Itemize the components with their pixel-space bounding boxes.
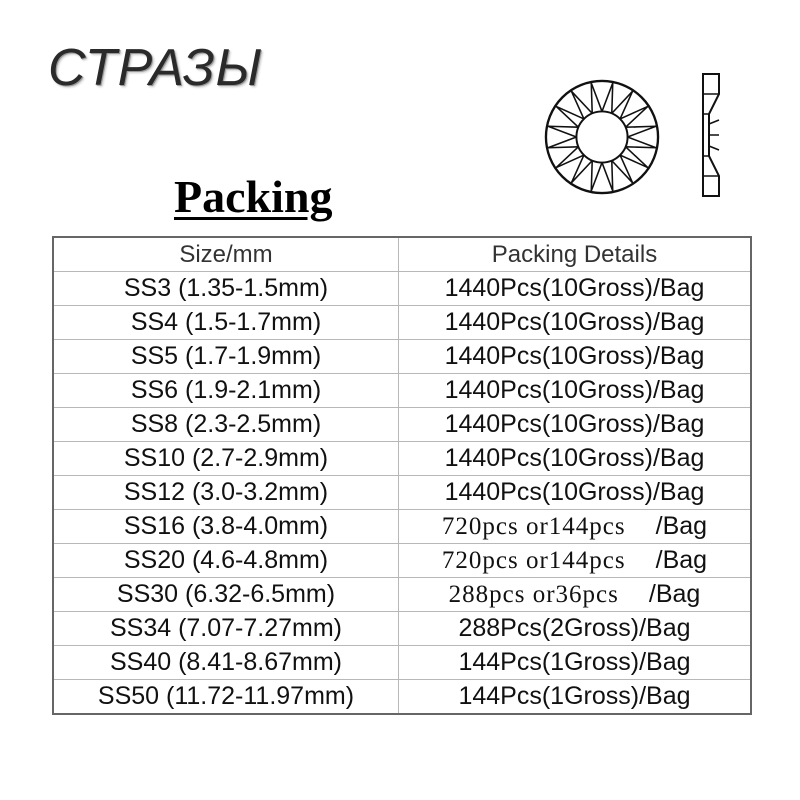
table-row	[53, 306, 751, 340]
table-row	[53, 340, 751, 374]
table-row	[53, 272, 751, 306]
packing-details-cell: 288Pcs(2Gross)/Bag	[399, 612, 752, 646]
size-cell: SS40 (8.41-8.67mm)	[53, 646, 399, 680]
packing-details-cell	[399, 510, 752, 544]
table-row	[53, 680, 751, 715]
packing-table	[52, 236, 752, 715]
packing-quantity: 720pcs or144pcs	[441, 547, 626, 574]
packing-unit: /Bag	[655, 546, 708, 574]
size-cell: SS34 (7.07-7.27mm)	[53, 612, 399, 646]
packing-details-cell: 1440Pcs(10Gross)/Bag	[399, 306, 752, 340]
packing-details-cell: 1440Pcs(10Gross)/Bag	[399, 272, 752, 306]
page-title: Packing	[174, 171, 333, 222]
packing-details-cell: 1440Pcs(10Gross)/Bag	[399, 374, 752, 408]
column-header-size: Size/mm	[53, 237, 399, 272]
size-cell: SS5 (1.7-1.9mm)	[53, 340, 399, 374]
size-cell: SS6 (1.9-2.1mm)	[53, 374, 399, 408]
size-cell: SS30 (6.32-6.5mm)	[53, 578, 399, 612]
packing-details-cell: 1440Pcs(10Gross)/Bag	[399, 408, 752, 442]
packing-quantity: 288pcs or36pcs	[448, 581, 619, 608]
size-cell: SS12 (3.0-3.2mm)	[53, 476, 399, 510]
packing-unit: /Bag	[648, 580, 701, 608]
table-header-row	[53, 237, 751, 272]
table-row	[53, 646, 751, 680]
size-cell: SS16 (3.8-4.0mm)	[53, 510, 399, 544]
packing-unit: /Bag	[655, 512, 708, 540]
size-cell: SS8 (2.3-2.5mm)	[53, 408, 399, 442]
table-row	[53, 442, 751, 476]
packing-details-cell	[399, 544, 752, 578]
column-header-packing-details: Packing Details	[399, 237, 752, 272]
brand-title: СТРАЗЫ	[48, 39, 263, 97]
table-row	[53, 408, 751, 442]
size-cell: SS10 (2.7-2.9mm)	[53, 442, 399, 476]
packing-details-cell: 144Pcs(1Gross)/Bag	[399, 680, 752, 715]
table-row	[53, 544, 751, 578]
size-cell: SS50 (11.72-11.97mm)	[53, 680, 399, 715]
size-cell: SS20 (4.6-4.8mm)	[53, 544, 399, 578]
packing-details-cell: 1440Pcs(10Gross)/Bag	[399, 340, 752, 374]
packing-details-cell: 144Pcs(1Gross)/Bag	[399, 646, 752, 680]
table-row	[53, 612, 751, 646]
table-row	[53, 578, 751, 612]
size-cell: SS3 (1.35-1.5mm)	[53, 272, 399, 306]
table-row	[53, 510, 751, 544]
table-row	[53, 476, 751, 510]
table-row	[53, 374, 751, 408]
rhinestone-side-icon	[683, 72, 723, 198]
packing-details-cell: 1440Pcs(10Gross)/Bag	[399, 476, 752, 510]
packing-quantity: 720pcs or144pcs	[441, 513, 626, 540]
size-cell: SS4 (1.5-1.7mm)	[53, 306, 399, 340]
packing-details-cell	[399, 578, 752, 612]
packing-details-cell: 1440Pcs(10Gross)/Bag	[399, 442, 752, 476]
rhinestone-top-icon	[543, 78, 661, 196]
